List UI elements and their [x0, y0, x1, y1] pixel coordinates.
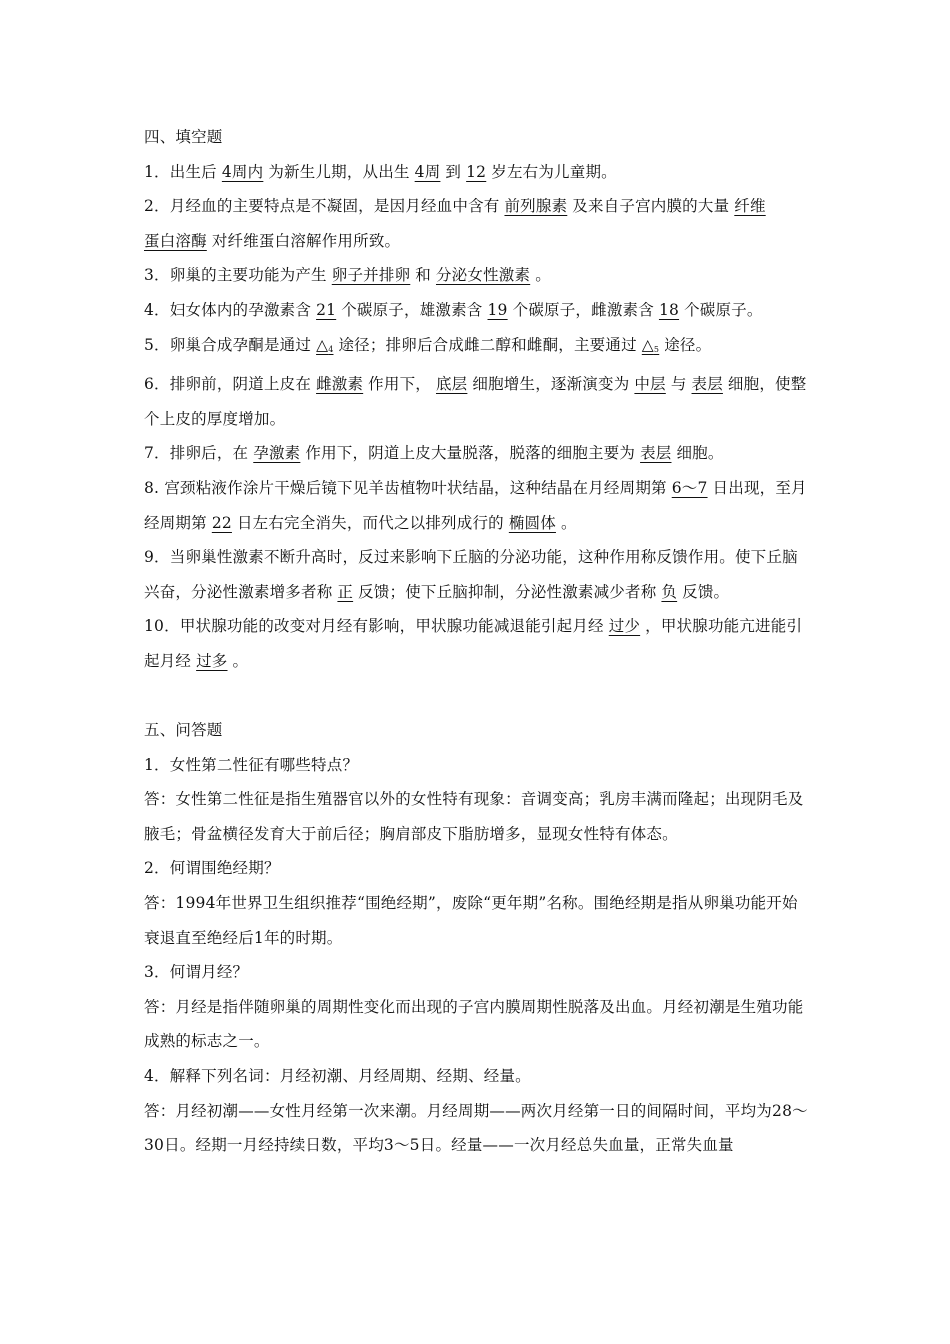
answer-blank: 4周 [414, 162, 441, 181]
qa-question: 4．解释下列名词：月经初潮、月经周期、经期、经量。 [144, 1067, 531, 1086]
delta-symbol: △ [641, 335, 654, 354]
question-2-text: 及来自子宫内膜的大量 [572, 197, 730, 216]
question-10-text: 10．甲状腺功能的改变对月经有影响，甲状腺功能减退能引起月经 [144, 617, 604, 636]
answer-blank: 正 [337, 582, 354, 601]
answer-blank: 前列腺素 [504, 197, 568, 216]
question-6-text: 6．排卵前，阴道上皮在 [144, 375, 312, 394]
answer-blank: 19 [487, 300, 508, 319]
question-3 [144, 258, 809, 293]
question-8-text: 8. 宫颈粘液作涂片干燥后镜下见羊齿植物叶状结晶，这种结晶在月经周期第 [144, 478, 667, 497]
answer-blank: 12 [466, 162, 487, 181]
answer-blank: 椭圆体 [508, 513, 556, 532]
answer-blank [637, 336, 664, 354]
section-5-heading: 五、问答题 [144, 721, 223, 740]
answer-blank: 21 [316, 300, 337, 319]
question-9-text: 9．当卵巢性激素不断升高时，反过来影响下丘脑的分泌功能，这种作用称反馈作用。使下丘脑兴奋，分泌性激素增多者称 [144, 548, 798, 601]
question-7-text: 细胞。 [676, 444, 724, 463]
answer-blank: 分泌女性激素 [435, 266, 531, 285]
question-3-text: 和 [415, 266, 431, 285]
answer-blank: 底层 [435, 375, 468, 394]
question-4 [144, 293, 809, 328]
question-6-text: 作用下， [368, 375, 431, 394]
question-7-text: 作用下，阴道上皮大量脱落，脱落的细胞主要为 [305, 444, 636, 463]
question-2-text: 对纤维蛋白溶解作用所致。 [211, 231, 401, 250]
answer-blank [311, 336, 338, 354]
question-5 [144, 328, 809, 368]
question-5-text: 途径。 [664, 335, 712, 354]
question-3-text: 3．卵巢的主要功能为产生 [144, 266, 327, 285]
answer-blank: 纤维 [734, 197, 766, 216]
question-6 [144, 367, 809, 436]
section-spacer [144, 679, 809, 714]
question-6-text: 细胞增生，逐渐演变为 [472, 375, 630, 394]
answer-blank: 22 [211, 513, 232, 532]
question-1-text: 到 [445, 162, 462, 181]
delta-subscript: 5 [653, 344, 660, 354]
question-7 [144, 436, 809, 471]
qa-answer: 答：女性第二性征是指生殖器官以外的女性特有现象：音调变高；乳房丰满而隆起；出现阴毛及腋毛；骨盆横径发育大于前后径；胸肩部皮下脂肪增多，显现女性特有体态。 [144, 790, 804, 843]
qa-question: 1．女性第二性征有哪些特点？ [144, 755, 359, 774]
question-2-text: 2．月经血的主要特点是不凝固，是因月经血中含有 [144, 197, 500, 216]
qa-answer: 答：月经初潮——女性月经第一次来潮。月经周期——两次月经第一日的间隔时间，平均为28～30日。经期一月经持续日数，平均3～5日。经量——一次月经总失血量，正常失血量 [144, 1101, 808, 1155]
question-1 [144, 155, 809, 190]
answer-blank: 负 [661, 582, 678, 601]
answer-blank: 过多 [196, 651, 228, 670]
delta-subscript: 4 [328, 344, 334, 354]
answer-blank: 过少 [608, 617, 641, 636]
question-10-text: 。 [232, 651, 249, 670]
answer-blank: 蛋白溶酶 [144, 231, 207, 250]
answer-blank: 表层 [640, 444, 672, 463]
question-3-text: 。 [535, 266, 551, 285]
question-7-text: 7．排卵后，在 [144, 444, 249, 463]
question-2 [144, 189, 809, 258]
question-5-text: 途径；排卵后合成雌二醇和雌酮，主要通过 [338, 335, 637, 354]
question-5-text: 5．卵巢合成孕酮是通过 [144, 335, 312, 354]
question-1-text: 1．出生后 [144, 162, 217, 181]
question-9-text: 反馈。 [682, 582, 730, 601]
question-4-text: 个碳原子，雄激素含 [341, 300, 483, 319]
question-9 [144, 540, 809, 609]
question-8-text: 日出现，至月经周期第 [144, 478, 807, 532]
question-1-text: 为新生儿期，从出生 [268, 162, 410, 181]
question-10 [144, 609, 809, 678]
answer-blank: 4周内 [221, 162, 264, 181]
question-4-text: 个碳原子。 [684, 300, 763, 319]
qa-answer: 答：月经是指伴随卵巢的周期性变化而出现的子宫内膜周期性脱落及出血。月经初潮是生殖功能成熟的标志之一。 [144, 997, 804, 1051]
qa-question: 3．何谓月经？ [144, 963, 249, 982]
question-10-text: ，甲状腺功能亢进能引起月经 [144, 617, 803, 670]
answer-blank: 6～7 [671, 478, 708, 497]
answer-blank: 表层 [691, 375, 723, 394]
answer-blank: 卵子并排卵 [331, 266, 411, 285]
question-6-text: 与 [670, 375, 687, 394]
answer-blank: 18 [658, 300, 680, 319]
section-4-heading: 四、填空题 [144, 128, 223, 146]
question-4-text: 4．妇女体内的孕激素含 [144, 300, 312, 319]
delta-symbol: △ [316, 335, 329, 354]
qa-answer: 答：1994年世界卫生组织推荐“围绝经期”，废除“更年期”名称。围绝经期是指从卵巢功能开始衰退直至绝经后1年的时期。 [144, 894, 798, 947]
answer-blank: 中层 [634, 375, 666, 394]
answer-blank: 雌激素 [316, 375, 364, 394]
question-8-text: 日左右完全消失，而代之以排列成行的 [236, 513, 504, 532]
question-6-text: 细胞，使整个上皮的厚度增加。 [144, 375, 807, 428]
question-8-text: 。 [560, 513, 577, 532]
question-1-text: 岁左右为儿童期。 [491, 162, 617, 181]
question-4-text: 个碳原子，雌激素含 [512, 300, 654, 319]
document-body [144, 120, 809, 1163]
answer-blank: 孕激素 [253, 444, 301, 463]
question-8 [144, 471, 809, 540]
question-9-text: 反馈；使下丘脑抑制，分泌性激素减少者称 [358, 582, 657, 601]
qa-question: 2．何谓围绝经期？ [144, 859, 280, 878]
